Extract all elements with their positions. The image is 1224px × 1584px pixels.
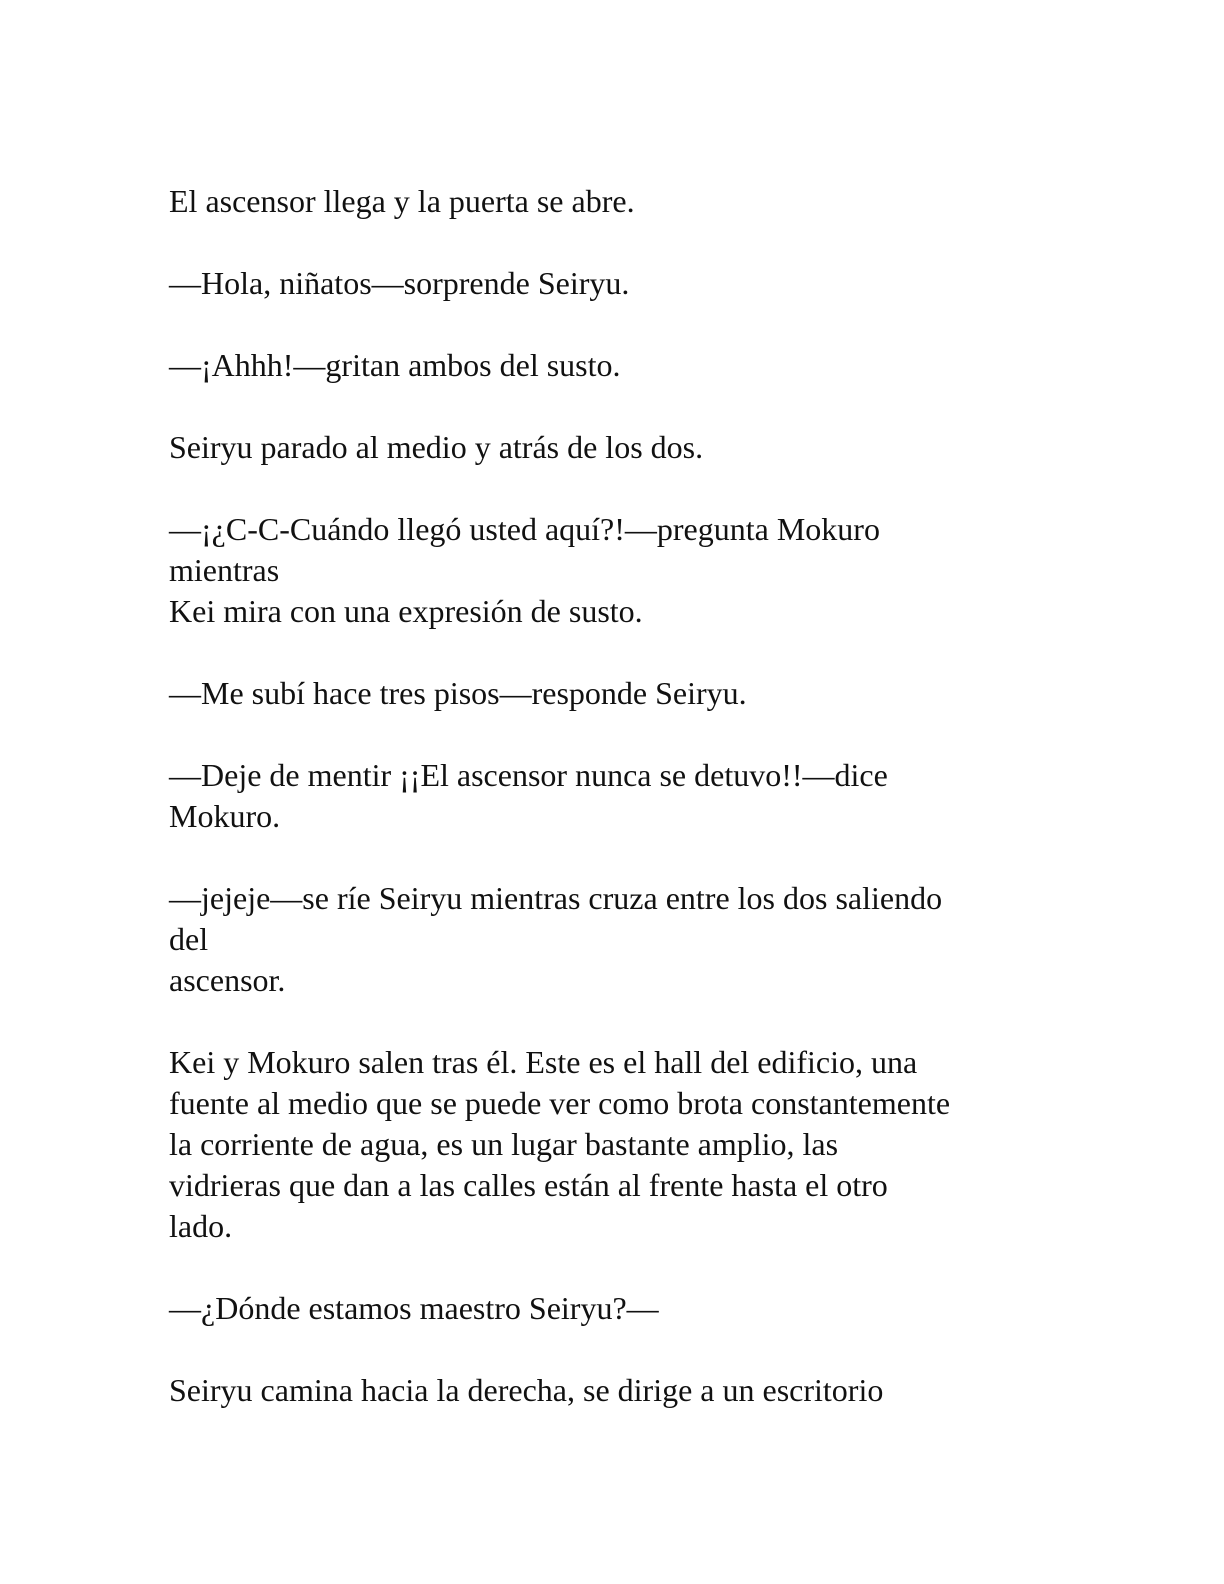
dialogue-paragraph xyxy=(169,263,1069,304)
text-line: Seiryu parado al medio y atrás de los dos. xyxy=(169,429,704,465)
paragraph xyxy=(169,1370,1069,1411)
text-line: lado. xyxy=(169,1208,233,1244)
text-line: Kei y Mokuro salen tras él. Este es el hall del edificio, una xyxy=(169,1044,918,1080)
text-line: Mokuro. xyxy=(169,798,281,834)
text-body xyxy=(169,181,1069,1452)
text-line: fuente al medio que se puede ver como brota constantemente xyxy=(169,1085,951,1121)
text-line: la corriente de agua, es un lugar bastante amplio, las xyxy=(169,1126,839,1162)
text-line: —¡¿C-C-Cuándo llegó usted aquí?!—pregunta Mokuro xyxy=(169,511,880,547)
text-line: —Me subí hace tres pisos—responde Seiryu. xyxy=(169,675,747,711)
paragraph xyxy=(169,1042,1069,1247)
dialogue-paragraph xyxy=(169,755,1069,837)
text-line: del xyxy=(169,921,209,957)
paragraph xyxy=(169,181,1069,222)
dialogue-paragraph xyxy=(169,345,1069,386)
text-line: —¡Ahhh!—gritan ambos del susto. xyxy=(169,347,621,383)
text-line: Seiryu camina hacia la derecha, se dirige a un escritorio xyxy=(169,1372,884,1408)
dialogue-paragraph xyxy=(169,1288,1069,1329)
paragraph xyxy=(169,427,1069,468)
text-line: Kei mira con una expresión de susto. xyxy=(169,593,643,629)
text-line: vidrieras que dan a las calles están al frente hasta el otro xyxy=(169,1167,888,1203)
text-line: ascensor. xyxy=(169,962,286,998)
text-line: mientras xyxy=(169,552,280,588)
dialogue-paragraph xyxy=(169,673,1069,714)
dialogue-paragraph xyxy=(169,509,1069,632)
text-line: El ascensor llega y la puerta se abre. xyxy=(169,183,635,219)
text-line: —¿Dónde estamos maestro Seiryu?— xyxy=(169,1290,659,1326)
text-line: —jejeje—se ríe Seiryu mientras cruza entre los dos saliendo xyxy=(169,880,943,916)
text-line: —Deje de mentir ¡¡El ascensor nunca se detuvo!!—dice xyxy=(169,757,888,793)
dialogue-paragraph xyxy=(169,878,1069,1001)
text-line: —Hola, niñatos—sorprende Seiryu. xyxy=(169,265,630,301)
